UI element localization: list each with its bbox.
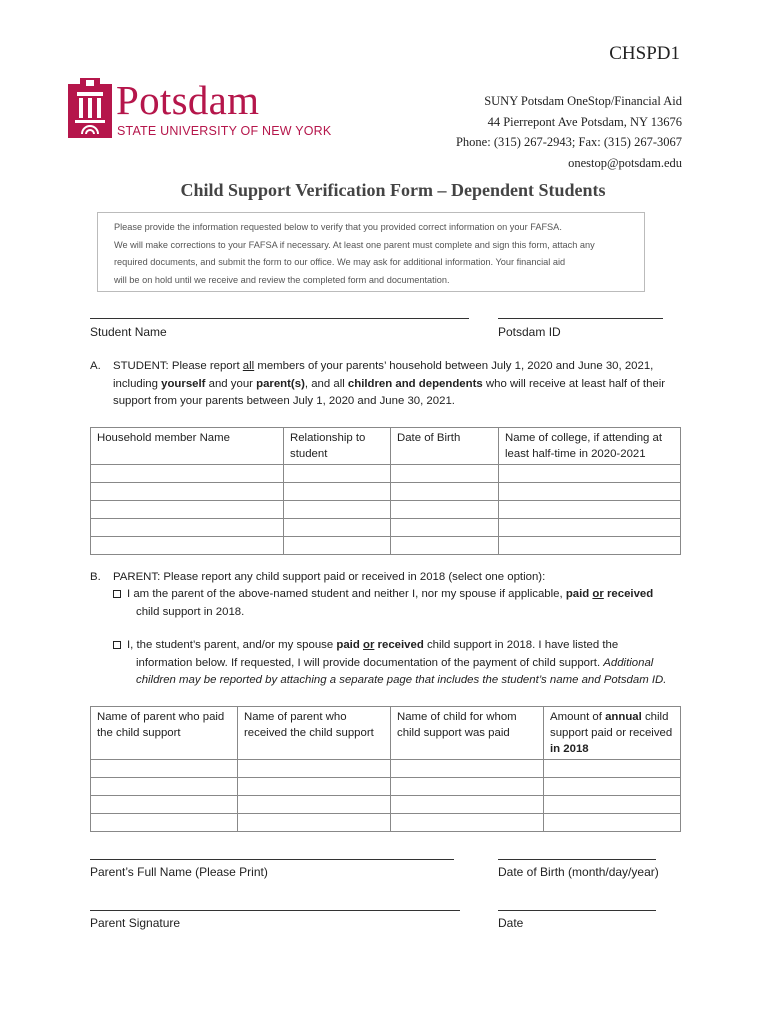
table-cell[interactable] — [238, 796, 391, 814]
table-cell[interactable] — [91, 483, 284, 501]
table-cell[interactable] — [499, 483, 681, 501]
table-row[interactable] — [91, 760, 681, 778]
table-cell[interactable] — [284, 483, 391, 501]
table-cell[interactable] — [391, 519, 499, 537]
potsdam-id-field[interactable] — [498, 318, 663, 319]
form-code: CHSPD1 — [609, 43, 680, 64]
table-row[interactable] — [91, 814, 681, 832]
section-b-letter: B. — [90, 571, 101, 583]
instruction-line: will be on hold until we receive and review the completed form and documentation. — [114, 274, 450, 285]
table-cell[interactable] — [91, 814, 238, 832]
parent-name-label: Parent’s Full Name (Please Print) — [90, 865, 268, 879]
table-cell[interactable] — [284, 519, 391, 537]
column-header: Date of Birth — [391, 428, 499, 465]
table-header-row — [91, 428, 681, 465]
parent-dob-field[interactable] — [498, 859, 656, 860]
column-header: Relationship to student — [284, 428, 391, 465]
student-name-label: Student Name — [90, 325, 167, 339]
household-table — [90, 427, 681, 555]
instruction-line: Please provide the information requested below to verify that you provided correct information on your FAFSA. — [114, 222, 562, 232]
office-email: onestop@potsdam.edu — [568, 155, 682, 170]
table-cell[interactable] — [284, 537, 391, 555]
table-row[interactable] — [91, 778, 681, 796]
instruction-line: required documents, and submit the form to our office. We may ask for additional information. Your financial aid — [114, 257, 566, 267]
column-header: Name of parent who received the child support — [238, 707, 391, 760]
table-cell[interactable] — [391, 465, 499, 483]
table-row[interactable] — [91, 483, 681, 501]
table-cell[interactable] — [391, 537, 499, 555]
office-address-block — [456, 91, 682, 173]
instruction-line: We will make corrections to your FAFSA if necessary. At least one parent must complete and sign this form, attach any — [114, 239, 595, 250]
table-cell[interactable] — [499, 465, 681, 483]
table-cell[interactable] — [391, 760, 544, 778]
student-name-field[interactable] — [90, 318, 469, 319]
option-child-support-paid[interactable]: I, the student’s parent, and/or my spouse paid or received child support in 2018. I have listed the information below. If requested, I will provide documentation of the payment of child support. Additional children may be reported by attaching a separate page that includes the student’s name and Potsdam ID. — [113, 637, 693, 690]
column-header: Amount of annual child support paid or received in 2018 — [544, 707, 681, 760]
potsdam-id-label: Potsdam ID — [498, 325, 561, 339]
logo-wordmark: Potsdam — [116, 77, 260, 123]
office-phone: Phone: (315) 267-2943; Fax: (315) 267-3067 — [455, 135, 682, 149]
column-header: Household member Name — [91, 428, 284, 465]
child-support-table — [90, 706, 681, 832]
table-cell[interactable] — [391, 501, 499, 519]
column-header: Name of child for whom child support was paid — [391, 707, 544, 760]
table-cell[interactable] — [391, 778, 544, 796]
table-cell[interactable] — [91, 519, 284, 537]
parent-signature-label: Parent Signature — [90, 916, 181, 930]
table-cell[interactable] — [91, 760, 238, 778]
parent-dob-label: Date of Birth (month/day/year) — [498, 865, 659, 879]
parent-name-field[interactable] — [90, 859, 454, 860]
office-name: SUNY Potsdam OneStop/Financial Aid — [484, 94, 682, 108]
table-cell[interactable] — [91, 796, 238, 814]
table-cell[interactable] — [499, 537, 681, 555]
section-a-letter: A. — [90, 360, 101, 372]
table-cell[interactable] — [544, 814, 681, 832]
table-cell[interactable] — [284, 501, 391, 519]
table-cell[interactable] — [238, 778, 391, 796]
table-cell[interactable] — [391, 796, 544, 814]
table-row[interactable] — [91, 537, 681, 555]
table-cell[interactable] — [499, 519, 681, 537]
table-header-row — [91, 707, 681, 760]
table-cell[interactable] — [238, 814, 391, 832]
signature-date-label: Date — [498, 916, 524, 930]
table-cell[interactable] — [499, 501, 681, 519]
table-cell[interactable] — [91, 501, 284, 519]
section-a-text: STUDENT: Please report all members of your parents’ household between July 1, 2020 and June 30, 2021, including yourself and your parent(s), and all children and dependents who will receive at least half of their support from your parents between July 1, 2020 and June 30, 2021. — [113, 360, 666, 407]
form-title: Child Support Verification Form – Dependent Students — [180, 180, 606, 200]
section-b-intro: PARENT: Please report any child support paid or received in 2018 (select one option): — [113, 571, 546, 583]
checkbox[interactable] — [113, 590, 121, 598]
column-header: Name of college, if attending at least half-time in 2020-2021 — [499, 428, 681, 465]
table-cell[interactable] — [544, 760, 681, 778]
table-cell[interactable] — [238, 760, 391, 778]
logo-subtitle: STATE UNIVERSITY OF NEW YORK — [117, 124, 332, 138]
instructions-box — [97, 212, 645, 292]
table-cell[interactable] — [391, 814, 544, 832]
signature-date-field[interactable] — [498, 910, 656, 911]
table-cell[interactable] — [391, 483, 499, 501]
office-address: 44 Pierrepont Ave Potsdam, NY 13676 — [487, 114, 682, 129]
table-row[interactable] — [91, 519, 681, 537]
checkbox[interactable] — [113, 641, 121, 649]
table-cell[interactable] — [91, 778, 238, 796]
table-cell[interactable] — [91, 537, 284, 555]
parent-signature-field[interactable] — [90, 910, 460, 911]
column-header: Name of parent who paid the child support — [91, 707, 238, 760]
table-cell[interactable] — [284, 465, 391, 483]
option-no-child-support[interactable]: I am the parent of the above-named student and neither I, nor my spouse if applicable, paid or received child support in 2018. — [113, 586, 693, 621]
table-cell[interactable] — [544, 796, 681, 814]
table-cell[interactable] — [91, 465, 284, 483]
table-row[interactable] — [91, 501, 681, 519]
table-row[interactable] — [91, 796, 681, 814]
table-cell[interactable] — [544, 778, 681, 796]
potsdam-logo-icon — [68, 78, 112, 138]
table-row[interactable] — [91, 465, 681, 483]
